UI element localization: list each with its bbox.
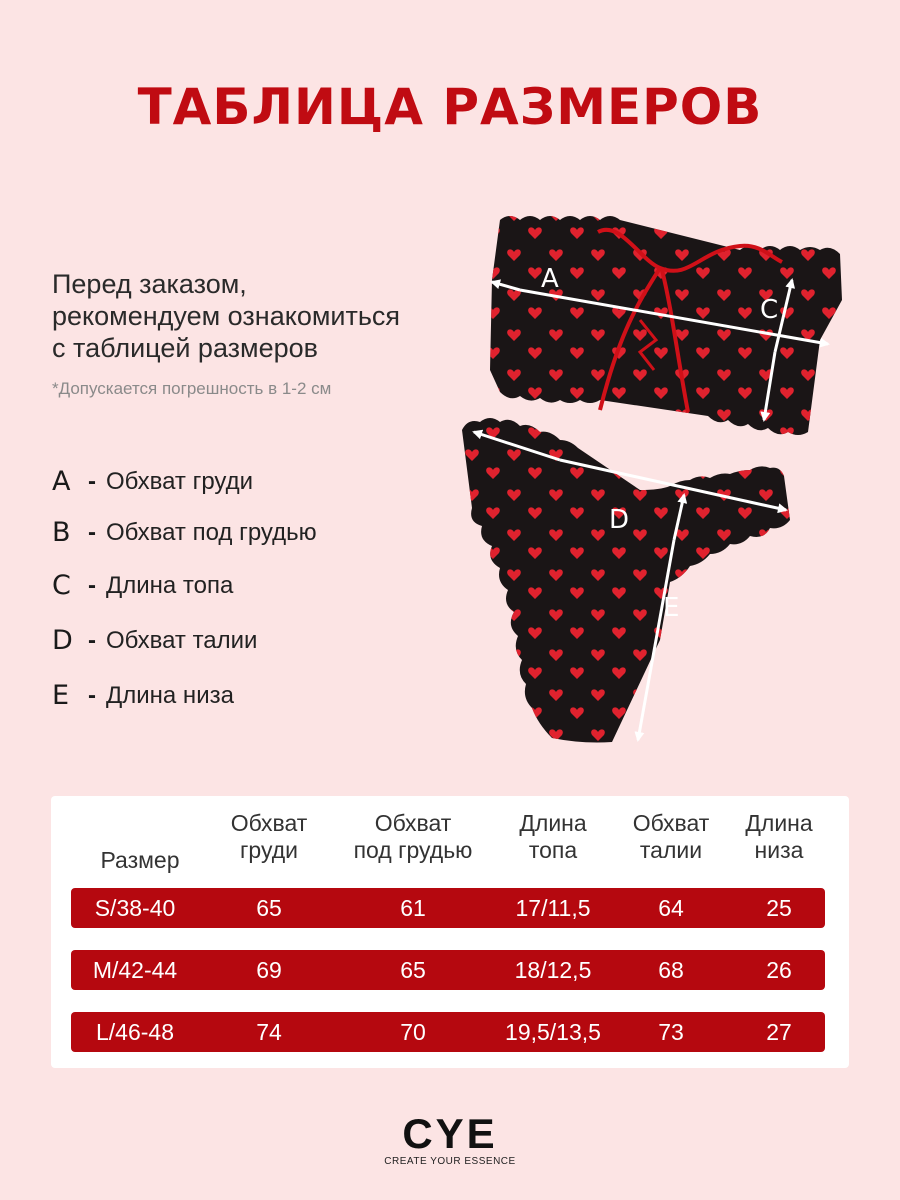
table-header-size: Размер (100, 847, 180, 873)
legend-label: Обхват груди (106, 467, 254, 495)
table-cell: 70 (400, 1019, 426, 1045)
legend-letter: C (52, 570, 71, 601)
legend-item-e (52, 680, 234, 711)
illustration-label-c: C (760, 295, 779, 325)
table-cell: 25 (766, 895, 792, 921)
table-cell: 27 (766, 1019, 792, 1045)
table-row (71, 950, 825, 990)
legend-dash: - (88, 681, 96, 709)
intro-line: с таблицей размеров (52, 333, 318, 363)
table-cell: 61 (400, 895, 426, 921)
tolerance-note: *Допускается погрешность в 1-2 см (52, 379, 332, 398)
illustration-label-d: D (609, 505, 630, 535)
table-cell: 74 (256, 1019, 282, 1045)
legend-letter: A (52, 466, 71, 497)
legend-letter: E (52, 680, 70, 711)
table-cell: 64 (658, 895, 684, 921)
brand-tagline: CREATE YOUR ESSENCE (384, 1156, 516, 1167)
size-table (51, 796, 849, 1068)
table-cell: 26 (766, 957, 792, 983)
legend-item-d (52, 625, 257, 656)
intro-text (52, 268, 472, 364)
intro-line: рекомендуем ознакомиться (52, 301, 401, 331)
table-row (71, 888, 825, 928)
bikini-measurement-illustration (440, 200, 900, 760)
page-title: ТАБЛИЦА РАЗМЕРОВ (137, 78, 763, 136)
brand-logo: CYE (402, 1110, 498, 1157)
table-header-bottom-length: Длина низа (745, 810, 813, 863)
illustration-label-a: A (541, 264, 559, 294)
intro-line: Перед заказом, (52, 269, 247, 299)
table-header-bust: Обхват груди (230, 810, 308, 863)
table-cell: 65 (400, 957, 426, 983)
legend-dash: - (88, 626, 96, 654)
table-cell: 68 (658, 957, 684, 983)
legend-label: Обхват под грудью (106, 518, 317, 546)
legend-label: Обхват талии (106, 626, 258, 654)
table-cell: 69 (256, 957, 282, 983)
table-cell-size: L/46-48 (95, 1019, 174, 1045)
table-header-top-length: Длина топа (519, 810, 587, 863)
legend-label: Длина низа (106, 681, 234, 709)
legend-letter: B (52, 517, 71, 548)
legend-letter: D (52, 625, 73, 656)
legend-item-a (52, 466, 253, 497)
table-row (71, 1012, 825, 1052)
legend-label: Длина топа (106, 571, 234, 599)
bikini-top-shape (490, 216, 842, 435)
table-header-underbust: Обхват под грудью (353, 810, 473, 863)
table-cell: 17/11,5 (515, 895, 591, 921)
legend-item-c (52, 570, 233, 601)
table-header-waist: Обхват талии (632, 810, 710, 863)
legend-dash: - (88, 518, 96, 546)
legend-dash: - (88, 467, 96, 495)
table-cell: 73 (658, 1019, 684, 1045)
table-cell-size: M/42-44 (92, 957, 178, 983)
illustration-label-e: E (663, 593, 680, 623)
table-cell: 65 (256, 895, 282, 921)
table-cell-size: S/38-40 (94, 895, 176, 921)
legend-item-b (52, 517, 317, 548)
table-cell: 19,5/13,5 (505, 1019, 601, 1045)
bikini-bottom-shape (462, 418, 790, 743)
legend-dash: - (88, 571, 96, 599)
table-cell: 18/12,5 (514, 957, 592, 983)
